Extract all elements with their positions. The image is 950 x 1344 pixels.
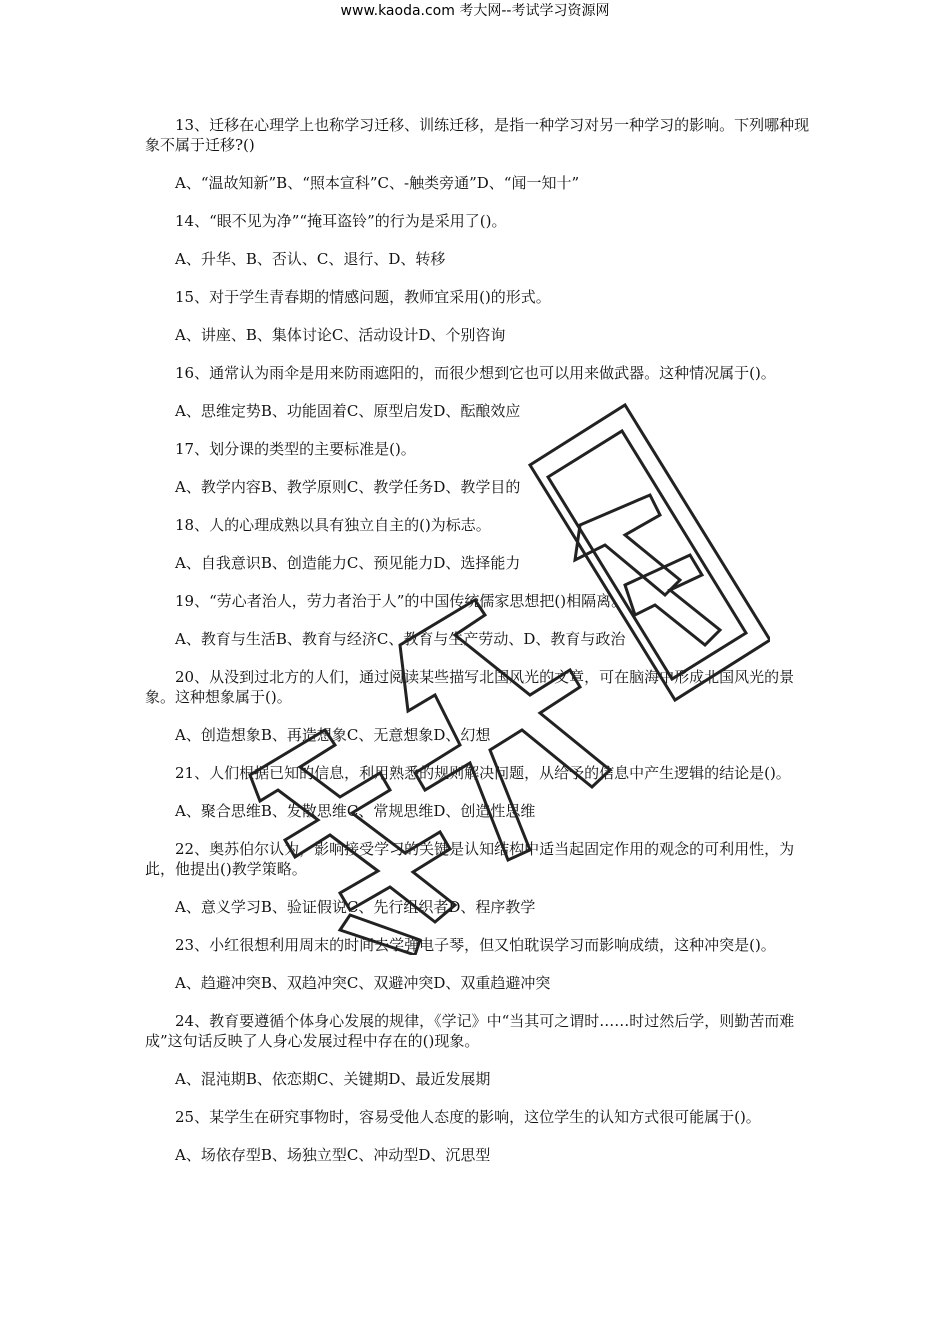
options-22: A、意义学习B、验证假说C、先行组织者D、程序教学 xyxy=(175,898,536,916)
question-19: 19、“劳心者治人，劳力者治于人”的中国传统儒家思想把()相隔离。 xyxy=(175,592,627,610)
options-23: A、趋避冲突B、双趋冲突C、双避冲突D、双重趋避冲突 xyxy=(175,974,551,992)
question-22: 22、奥苏伯尔认为，影响接受学习的关键是认知结构中适当起固定作用的观念的可利用性，为此，他提出()教学策略。 xyxy=(145,840,795,878)
question-17: 17、划分课的类型的主要标准是()。 xyxy=(175,440,416,458)
options-16: A、思维定势B、功能固着C、原型启发D、酝酿效应 xyxy=(175,402,521,420)
question-14: 14、“眼不见为净”“掩耳盗铃”的行为是采用了()。 xyxy=(175,212,507,230)
page-header xyxy=(0,2,950,20)
question-24: 24、教育要遵循个体身心发展的规律，《学记》中“当其可之谓时……时过然后学，则勤苦而难成”这句话反映了人身心发展过程中存在的()现象。 xyxy=(145,1012,795,1050)
options-17: A、教学内容B、教学原则C、教学任务D、教学目的 xyxy=(175,478,521,496)
question-23: 23、小红很想利用周末的时间去学弹电子琴，但又怕耽误学习而影响成绩，这种冲突是()。 xyxy=(175,936,776,954)
options-14: A、升华、B、否认、C、退行、D、转移 xyxy=(175,250,446,268)
options-18: A、自我意识B、创造能力C、预见能力D、选择能力 xyxy=(175,554,521,572)
options-21: A、聚合思维B、发散思维C、常规思维D、创造性思维 xyxy=(175,802,536,820)
options-19: A、教育与生活B、教育与经济C、教育与生产劳动、D、教育与政治 xyxy=(175,630,626,648)
question-15: 15、对于学生青春期的情感问题，教师宜采用()的形式。 xyxy=(175,288,551,306)
options-13: A、“温故知新”B、“照本宣科”C、-触类旁通”D、“闻一知十” xyxy=(175,174,580,192)
options-15: A、讲座、B、集体讨论C、活动设计D、个别咨询 xyxy=(175,326,506,344)
options-25: A、场依存型B、场独立型C、冲动型D、沉思型 xyxy=(175,1146,491,1164)
question-20: 20、从没到过北方的人们，通过阅读某些描写北国风光的文章，可在脑海中形成北国风光的景象。这种想象属于()。 xyxy=(145,668,795,706)
options-24: A、混沌期B、依恋期C、关键期D、最近发展期 xyxy=(175,1070,491,1088)
header-site[interactable]: www.kaoda.com xyxy=(340,3,455,19)
question-25: 25、某学生在研究事物时，容易受他人态度的影响，这位学生的认知方式很可能属于()。 xyxy=(175,1108,761,1126)
header-tagline: 考大网--考试学习资源网 xyxy=(459,3,610,19)
question-21: 21、人们根据已知的信息，利用熟悉的规则解决问题，从给予的信息中产生逻辑的结论是()。 xyxy=(175,764,791,782)
question-18: 18、人的心理成熟以具有独立自主的()为标志。 xyxy=(175,516,491,534)
options-20: A、创造想象B、再造想象C、无意想象D、幻想 xyxy=(175,726,491,744)
question-16: 16、通常认为雨伞是用来防雨遮阳的，而很少想到它也可以用来做武器。这种情况属于()。 xyxy=(175,364,776,382)
question-13: 13、迁移在心理学上也称学习迁移、训练迁移，是指一种学习对另一种学习的影响。下列哪种现象不属于迁移?() xyxy=(145,116,810,154)
question-list xyxy=(145,115,810,1183)
